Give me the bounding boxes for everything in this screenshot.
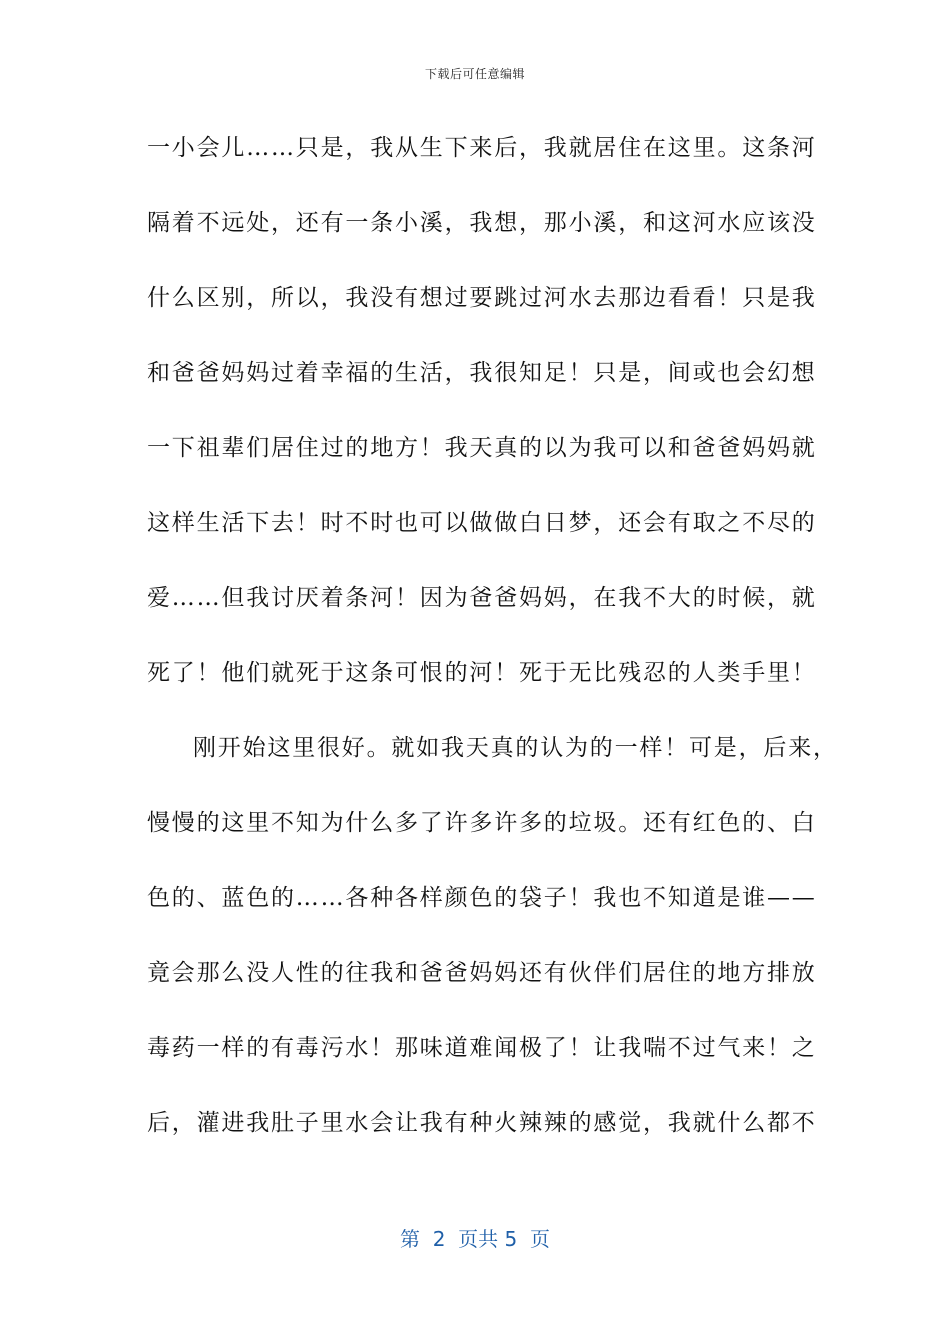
text-line: 慢慢的这里不知为什么多了许多许多的垃圾。还有红色的、白: [147, 810, 817, 836]
text-line: 爱……但我讨厌着条河！因为爸爸妈妈，在我不大的时候，就: [147, 585, 817, 611]
text-line: 竟会那么没人性的往我和爸爸妈妈还有伙伴们居住的地方排放: [147, 960, 817, 986]
text-line: 这样生活下去！时不时也可以做做白日梦，还会有取之不尽的: [147, 510, 817, 536]
text-line: 什么区别，所以，我没有想过要跳过河水去那边看看！只是我: [147, 285, 817, 311]
text-line: 隔着不远处，还有一条小溪，我想，那小溪，和这河水应该没: [147, 210, 817, 236]
page-number-footer: 第 2 页共 5 页: [400, 1227, 550, 1251]
text-line: 毒药一样的有毒污水！那味道难闻极了！让我喘不过气来！之: [147, 1035, 817, 1061]
text-line: 死了！他们就死于这条可恨的河！死于无比残忍的人类手里！: [147, 660, 817, 686]
page-header: 下载后可任意编辑: [424, 67, 525, 81]
text-line: 色的、蓝色的……各种各样颜色的袋子！我也不知道是谁——: [147, 885, 817, 911]
paragraph-start-line: 刚开始这里很好。就如我天真的认为的一样！可是，后来，: [193, 735, 838, 761]
text-line: 和爸爸妈妈过着幸福的生活，我很知足！只是，间或也会幻想: [147, 360, 817, 386]
text-line: 一下祖辈们居住过的地方！我天真的以为我可以和爸爸妈妈就: [147, 435, 817, 461]
body-text: [147, 126, 838, 1176]
text-line: 一小会儿……只是，我从生下来后，我就居住在这里。这条河: [147, 135, 817, 161]
text-line: 后，灌进我肚子里水会让我有种火辣辣的感觉，我就什么都不: [147, 1110, 817, 1136]
